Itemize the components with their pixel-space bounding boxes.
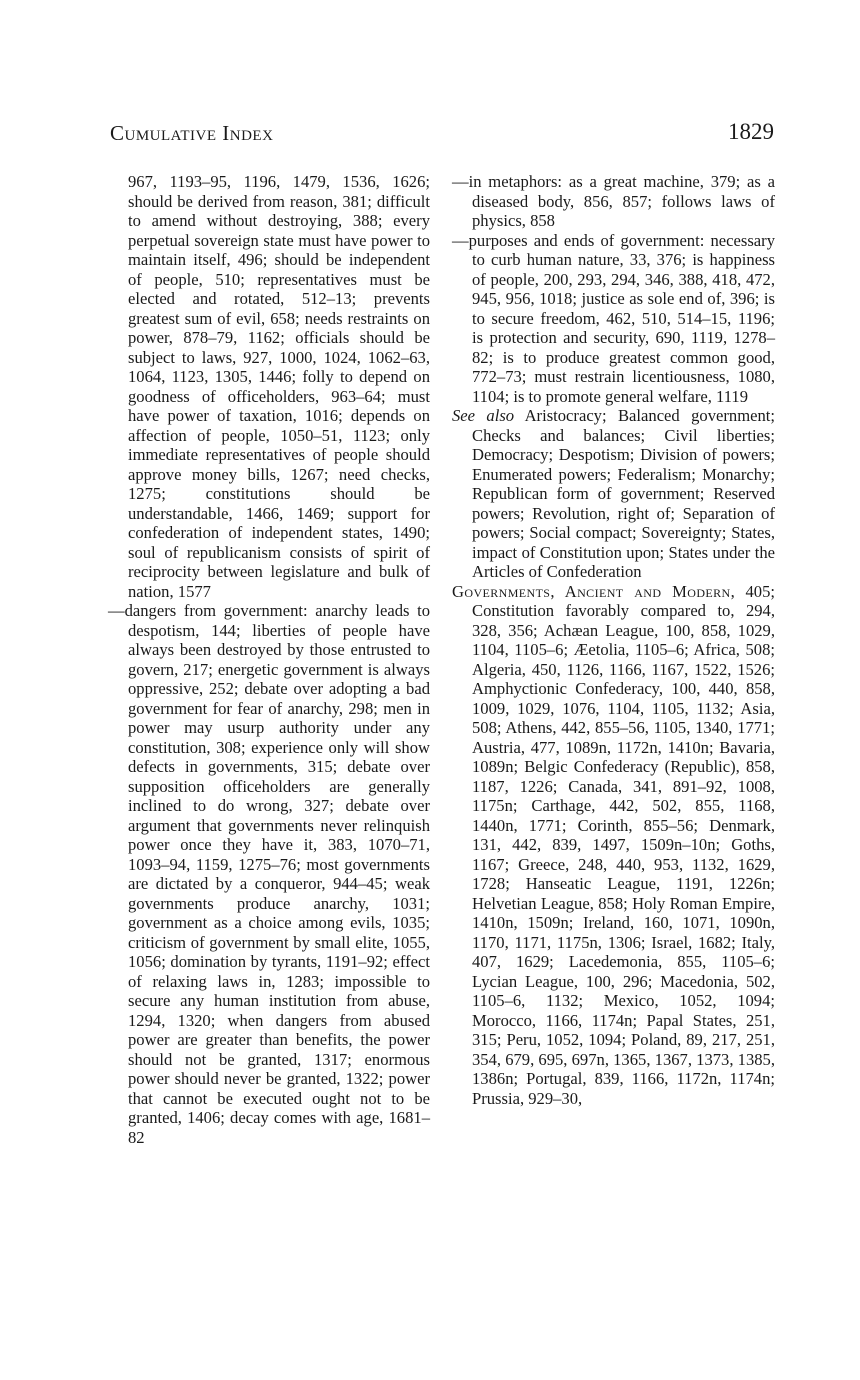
- page-number: 1829: [728, 119, 774, 144]
- running-head: Cumulative Index: [110, 121, 274, 145]
- index-subentry-purposes: —purposes and ends of government: necessary to curb human nature, 33, 376; is happiness of people, 200, 293, 294, 346, 388, 418, 472, 945, 956, 1018; justice as sole end of, 396; is to secure freedom, 462, 510, 514–15, 1196; is protection and security, 690, 1119, 1278–82; is to produce greatest common good, 772–73; must restrain licentiousness, 1080, 1104; is to promote general welfare, 1119: [452, 230, 775, 406]
- right-column: [452, 172, 775, 1108]
- index-subentry-metaphors: —in metaphors: as a great machine, 379; as a diseased body, 856, 857; follows laws of physics, 858: [452, 172, 775, 230]
- index-text-governments: 405; Constitution favorably compared to, 294, 328, 356; Achæan League, 100, 858, 1029, 1104, 1105–6; Æetolia, 1105–6; Africa, 508; Algeria, 450, 1126, 1166, 1167, 1522, 1526; Amphyctionic Confederacy, 100, 440, 858, 1009, 1029, 1076, 1104, 1105, 1132; Asia, 508; Athens, 442, 855–56, 1105, 1340, 1771; Austria, 477, 1089n, 1172n, 1410n; Bavaria, 1089n; Belgic Confederacy (Republic), 858, 1187, 1226; Canada, 341, 891–92, 1008, 1175n; Carthage, 442, 502, 855, 1168, 1440n, 1771; Corinth, 855–56; Denmark, 131, 442, 839, 1497, 1509n–10n; Goths, 1167; Greece, 248, 440, 953, 1132, 1629, 1728; Hanseatic League, 1191, 1226n; Helvetian League, 858; Holy Roman Empire, 1410n, 1509n; Ireland, 160, 1071, 1090n, 1170, 1171, 1175n, 1306; Israel, 1682; Italy, 407, 1629; Lacedemonia, 855, 1105–6; Lycian League, 100, 296; Macedonia, 502, 1105–6, 1132; Mexico, 1052, 1094; Morocco, 1166, 1174n; Papal States, 251, 315; Peru, 1052, 1094; Poland, 89, 217, 251, 354, 679, 695, 697n, 1365, 1367, 1373, 1385, 1386n; Portugal, 839, 1166, 1172n, 1174n; Prussia, 929–30,: [472, 581, 776, 1108]
- see-also-text: Aristocracy; Balanced government; Checks and balances; Civil liberties; Democracy; Despotism; Division of powers; Enumerated powers; Federalism; Monarchy; Republican form of government; Reserved powers; Revolution, right of; Separation of powers; Social compact; Sovereignty; States, impact of Constitution upon; States under the Articles of Confederation: [472, 406, 775, 581]
- see-also-entry: [452, 406, 775, 582]
- index-entry-governments: [452, 582, 775, 1109]
- index-heading-governments: Governments, Ancient and Modern,: [452, 581, 736, 601]
- see-also-label: See also: [452, 406, 515, 425]
- index-entry-continuation: 967, 1193–95, 1196, 1479, 1536, 1626; should be derived from reason, 381; difficult to amend without destroying, 388; every perpetual sovereign state must have power to maintain itself, 496; should be independent of people, 510; representatives must be elected and rotated, 512–13; prevents greatest sum of evil, 658; needs restraints on power, 878–79, 1162; officials should be subject to laws, 927, 1000, 1024, 1062–63, 1064, 1123, 1305, 1446; folly to depend on goodness of officeholders, 963–64; must have power of taxation, 1016; depends on affection of people, 1050–51, 1123; only immediate representatives of people should approve money bills, 1267; need checks, 1275; constitutions should be understandable, 1466, 1469; support for confederation of independent states, 1490; soul of republicanism consists of spirit of reciprocity between legislature and bulk of nation, 1577: [128, 172, 430, 601]
- page-header: [110, 121, 774, 161]
- index-subentry-dangers: —dangers from government: anarchy leads to despotism, 144; liberties of people have always been destroyed by those entrusted to govern, 217; energetic government is always oppressive, 252; debate over adopting a bad government for fear of anarchy, 298; men in power may usurp authority under any constitution, 308; experience only will show defects in governments, 315; debate over supposition officeholders are generally inclined to do wrong, 327; debate over argument that governments never relinquish power once they have it, 383, 1070–71, 1093–94, 1159, 1275–76; most governments are dictated by a conqueror, 944–45; weak governments produce anarchy, 1031; government as a choice among evils, 1035; criticism of government by small elite, 1055, 1056; domination by tyrants, 1191–92; effect of relaxing laws in, 1283; impossible to secure any human institution from abuse, 1294, 1320; when dangers from abused power are greater than benefits, the power should not be granted, 1317; enormous power should never be granted, 1322; power that cannot be executed ought not to be granted, 1406; decay comes with age, 1681–82: [108, 601, 430, 1147]
- left-column: [108, 172, 430, 1147]
